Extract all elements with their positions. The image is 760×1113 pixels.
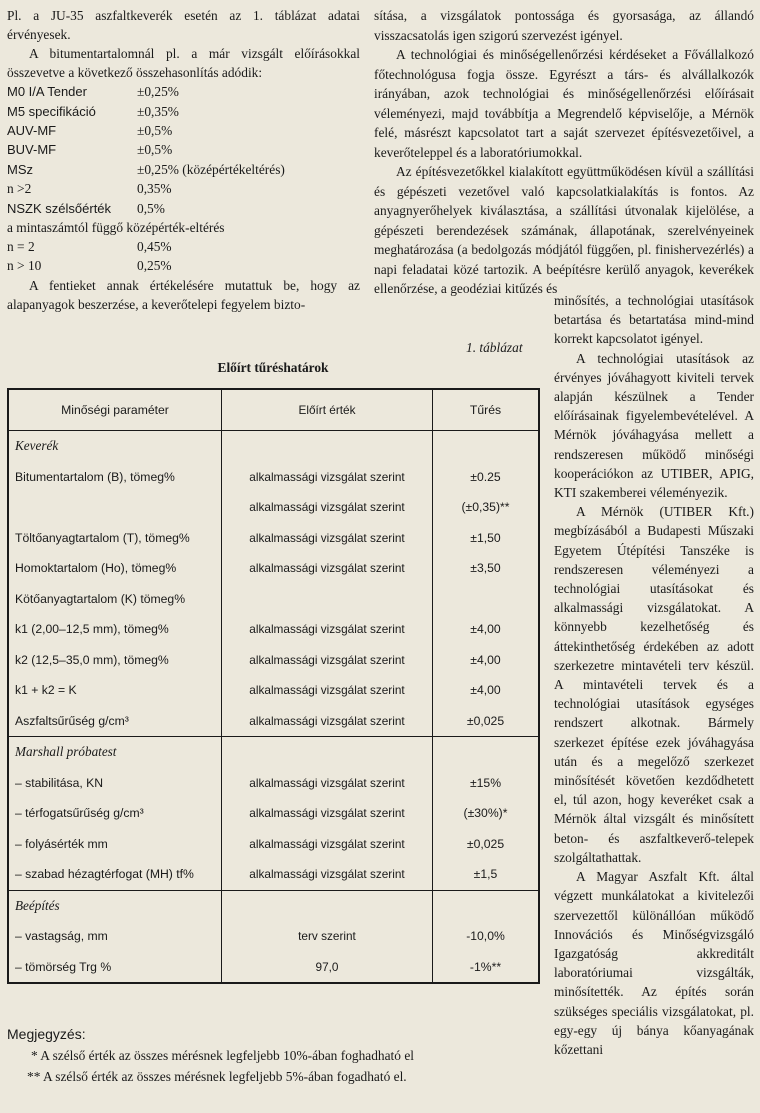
tolerance-cell: -10,0% bbox=[466, 929, 505, 944]
spec-name: BUV-MF bbox=[7, 142, 57, 158]
value-cell: alkalmassági vizsgálat szerint bbox=[222, 645, 433, 676]
table-title: Előírt tűréshatárok bbox=[217, 360, 329, 375]
table-row bbox=[8, 523, 539, 554]
sample-row bbox=[7, 256, 360, 275]
comparison-row bbox=[7, 140, 360, 159]
group-row bbox=[8, 431, 539, 462]
paragraph-4: A technológiai utasítások az érvényes jóváhagyott kiviteli tervek alapján készülnek a Tender előírásainak figyelembevételével. A Mérnök jóváhagyása mellett a rendszeresen működő minőségi kooperációkon az UTIBER, APIG, KTI szakemberei véleményezik. bbox=[554, 350, 754, 501]
value-cell: alkalmassági vizsgálat szerint bbox=[222, 768, 433, 799]
param-cell bbox=[8, 492, 222, 523]
table-row bbox=[8, 645, 539, 676]
tolerance-cell: ±4,00 bbox=[470, 683, 501, 698]
note-1: * A szélső érték az összes mérésnek legfeljebb 10%-ában foghadható el bbox=[31, 1048, 414, 1063]
tolerance-cell: (±30%)* bbox=[463, 806, 508, 821]
tolerance-cell: -1%** bbox=[469, 959, 502, 974]
tolerance-cell bbox=[433, 584, 540, 615]
notes-heading: Megjegyzés: bbox=[7, 1026, 86, 1042]
left-column bbox=[7, 6, 360, 314]
header-value: Előírt érték bbox=[222, 389, 433, 431]
value-cell: alkalmassági vizsgálat szerint bbox=[222, 829, 433, 860]
spec-value: 0,5% bbox=[137, 200, 165, 216]
param-cell: Aszfaltsűrűség g/cm³ bbox=[8, 706, 222, 737]
tolerance-cell: (±0,35)** bbox=[461, 500, 510, 515]
param-cell: k1 + k2 = K bbox=[8, 675, 222, 706]
param-cell: – térfogatsűrűség g/cm³ bbox=[8, 798, 222, 829]
table-header-row bbox=[8, 389, 539, 431]
spec-value: ±0,5% bbox=[137, 142, 173, 158]
spec-name: MSz bbox=[7, 161, 33, 177]
paragraph-1: sítása, a vizsgálatok pontossága és gyorsasága, az állandó visszacsatolás igen szigorú szervezést igényel. bbox=[374, 8, 754, 43]
value-cell: alkalmassági vizsgálat szerint bbox=[222, 675, 433, 706]
comparison-row bbox=[7, 121, 360, 140]
group-row bbox=[8, 737, 539, 768]
comparison-row bbox=[7, 179, 360, 198]
value-cell: alkalmassági vizsgálat szerint bbox=[222, 462, 433, 493]
header-parameter: Minőségi paraméter bbox=[8, 389, 222, 431]
spec-name: M5 specifikáció bbox=[7, 103, 96, 119]
comparison-row bbox=[7, 82, 360, 101]
param-cell: Kötőanyagtartalom (K) tömeg% bbox=[8, 584, 222, 615]
value-cell: alkalmassági vizsgálat szerint bbox=[222, 798, 433, 829]
table-row bbox=[8, 553, 539, 584]
paragraph-5: A Mérnök (UTIBER Kft.) megbízásából a Budapesti Műszaki Egyetem Útépítési Tanszéke is rendszeresen véleményezi a technológiai utasításokat és alkalmassági vizsgálatokat. A könnyebb kezelhetőség és áttekinthetőség érdekében az adott szerkezetre mintavételi terv készül. A mintavételi tervek és a technológiai utasítások egységes rendszert alkotnak. Bármely szerkezet építése ezek jóváhagyása után és a megelőző szerkezet minősítését követően kezdődhetett el, túl azon, hogy keveréket csak a Mérnök által vizsgált és minősített beton- és aszfaltkeverő-telepek szolgáltathattak. bbox=[554, 504, 754, 865]
table-row bbox=[8, 798, 539, 829]
param-cell: Homoktartalom (Ho), tömeg% bbox=[8, 553, 222, 584]
table-row bbox=[8, 462, 539, 493]
value-cell bbox=[222, 584, 433, 615]
spec-value: ±0,25% bbox=[137, 84, 179, 100]
intro-paragraph: Pl. a JU-35 aszfaltkeverék esetén az 1. táblázat adatai érvényesek. bbox=[7, 8, 360, 42]
spec-name: AUV-MF bbox=[7, 122, 57, 138]
table-row bbox=[8, 829, 539, 860]
spec-name: M0 I/A Tender bbox=[7, 84, 87, 100]
table-row bbox=[8, 492, 539, 523]
table-row bbox=[8, 952, 539, 984]
value-cell: 97,0 bbox=[222, 952, 433, 984]
table-row bbox=[8, 706, 539, 737]
comparison-row bbox=[7, 198, 360, 217]
bitumen-intro-paragraph: A bitumentartalomnál pl. a már vizsgált előírásokkal összevetve a következő összehasonlítás adódik: bbox=[7, 46, 360, 80]
param-cell: Bitumentartalom (B), tömeg% bbox=[8, 462, 222, 493]
paragraph-3-continued: minősítés, a technológiai utasítások betartása és betartatása mind-mind korrekt kapcsolatot igényel. bbox=[554, 293, 754, 347]
spec-value: ±0,25% (középértékeltérés) bbox=[137, 161, 285, 177]
group-name: Marshall próbatest bbox=[8, 737, 222, 768]
right-column-top bbox=[374, 6, 754, 299]
param-cell: – stabilitása, KN bbox=[8, 768, 222, 799]
table-row bbox=[8, 768, 539, 799]
value-cell: alkalmassági vizsgálat szerint bbox=[222, 523, 433, 554]
table-row bbox=[8, 921, 539, 952]
value-cell: alkalmassági vizsgálat szerint bbox=[222, 553, 433, 584]
tolerance-cell: ±1,5 bbox=[473, 867, 498, 882]
value-cell: alkalmassági vizsgálat szerint bbox=[222, 614, 433, 645]
param-cell: Töltőanyagtartalom (T), tömeg% bbox=[8, 523, 222, 554]
note-2: ** A szélső érték az összes mérésnek legfeljebb 5%-ában fogadható el. bbox=[27, 1069, 407, 1084]
sample-value: 0,25% bbox=[137, 258, 172, 274]
sample-row bbox=[7, 237, 360, 256]
table-row bbox=[8, 859, 539, 890]
sample-name: n > 10 bbox=[7, 258, 42, 274]
tolerance-cell: ±4,00 bbox=[470, 622, 501, 637]
value-cell: alkalmassági vizsgálat szerint bbox=[222, 492, 433, 523]
comparison-list bbox=[7, 82, 360, 218]
value-cell: alkalmassági vizsgálat szerint bbox=[222, 706, 433, 737]
table-row bbox=[8, 675, 539, 706]
param-cell: – folyásérték mm bbox=[8, 829, 222, 860]
sample-dependence-line: a mintaszámtól függő középérték-eltérés bbox=[7, 219, 225, 235]
spec-value: ±0,35% bbox=[137, 103, 179, 119]
header-tolerance: Tűrés bbox=[433, 389, 540, 431]
right-column-narrow bbox=[554, 291, 754, 1059]
param-cell: – szabad hézagtérfogat (MH) tf% bbox=[8, 859, 222, 890]
spec-name: NSZK szélsőérték bbox=[7, 200, 112, 216]
param-cell: – vastagság, mm bbox=[8, 921, 222, 952]
paragraph-3: Az építésvezetőkkel kialakított együttműködésen kívül a szállítási és gépészeti vezetővel való kapcsolatkialakítás is fontos. Az anyagnyerőhelyek kiválasztása, a szállítási útvonalak kijelölése, a gépészeti berendezések számának, állapotának, szerelvényeinek meghatározása (a bedolgozás módjától függően, pl. finishervezérlés) a napi feladatai közé tartozik. A beépítésre kerülő anyagok, keverékek ellenőrzése, a geodéziai kitűzés és bbox=[374, 164, 754, 296]
tolerance-cell: ±0,025 bbox=[466, 836, 505, 851]
notes-section bbox=[7, 1024, 537, 1087]
tolerance-cell: ±15% bbox=[469, 775, 502, 790]
sample-value: 0,45% bbox=[137, 238, 172, 254]
value-cell: alkalmassági vizsgálat szerint bbox=[222, 859, 433, 890]
param-cell: k1 (2,00–12,5 mm), tömeg% bbox=[8, 614, 222, 645]
paragraph-6: A Magyar Aszfalt Kft. által végzett munkálatokat a kivitelezői szervezettől különállóan működő Innovációs és Minőségvizsgáló Igazgatóság akkreditált laboratóriumai vizsgálták, minősítették. Az építés során szükséges speciális vizsgálatokat, pl. egy-egy új bánya kőanyagának kőzettani bbox=[554, 869, 754, 1057]
paragraph-2: A technológiai és minőségellenőrzési kérdéseket a Fővállalkozó főtechnológusa fogja össze. Egyrészt a társ- és alvállalkozók irányában, azok technológiai és minőségellenőrzési előírásait véleményezi, majd továbbítja a Megrendelő képviselője, a Mérnök felé, másrészt kapcsolatot tart a saját szervezet építésvezetőivel, a keverőteleppel és a laboratóriumokkal. bbox=[374, 47, 754, 160]
table-row bbox=[8, 584, 539, 615]
tolerance-cell: ±0.25 bbox=[470, 469, 501, 484]
tolerance-cell: ±1,50 bbox=[470, 530, 501, 545]
tolerance-cell: ±3,50 bbox=[470, 561, 501, 576]
closing-paragraph: A fentieket annak értékelésére mutattuk be, hogy az alapanyagok beszerzése, a keverőtelepi fegyelem bizto- bbox=[7, 277, 360, 312]
spec-value: 0,35% bbox=[137, 181, 172, 197]
spec-name: n >2 bbox=[7, 181, 32, 197]
param-cell: k2 (12,5–35,0 mm), tömeg% bbox=[8, 645, 222, 676]
group-name: Keverék bbox=[8, 431, 222, 462]
comparison-row bbox=[7, 160, 360, 179]
param-cell: – tömörség Trg % bbox=[8, 952, 222, 984]
tolerance-table bbox=[7, 388, 540, 984]
comparison-row bbox=[7, 101, 360, 120]
table-label: 1. táblázat bbox=[466, 340, 523, 355]
spec-value: ±0,5% bbox=[137, 122, 173, 138]
value-cell: terv szerint bbox=[222, 921, 433, 952]
group-name: Beépítés bbox=[8, 890, 222, 921]
tolerance-cell: ±4,00 bbox=[470, 652, 501, 667]
table-row bbox=[8, 614, 539, 645]
tolerance-cell: ±0,025 bbox=[466, 713, 505, 728]
group-row bbox=[8, 890, 539, 921]
sample-name: n = 2 bbox=[7, 238, 35, 254]
